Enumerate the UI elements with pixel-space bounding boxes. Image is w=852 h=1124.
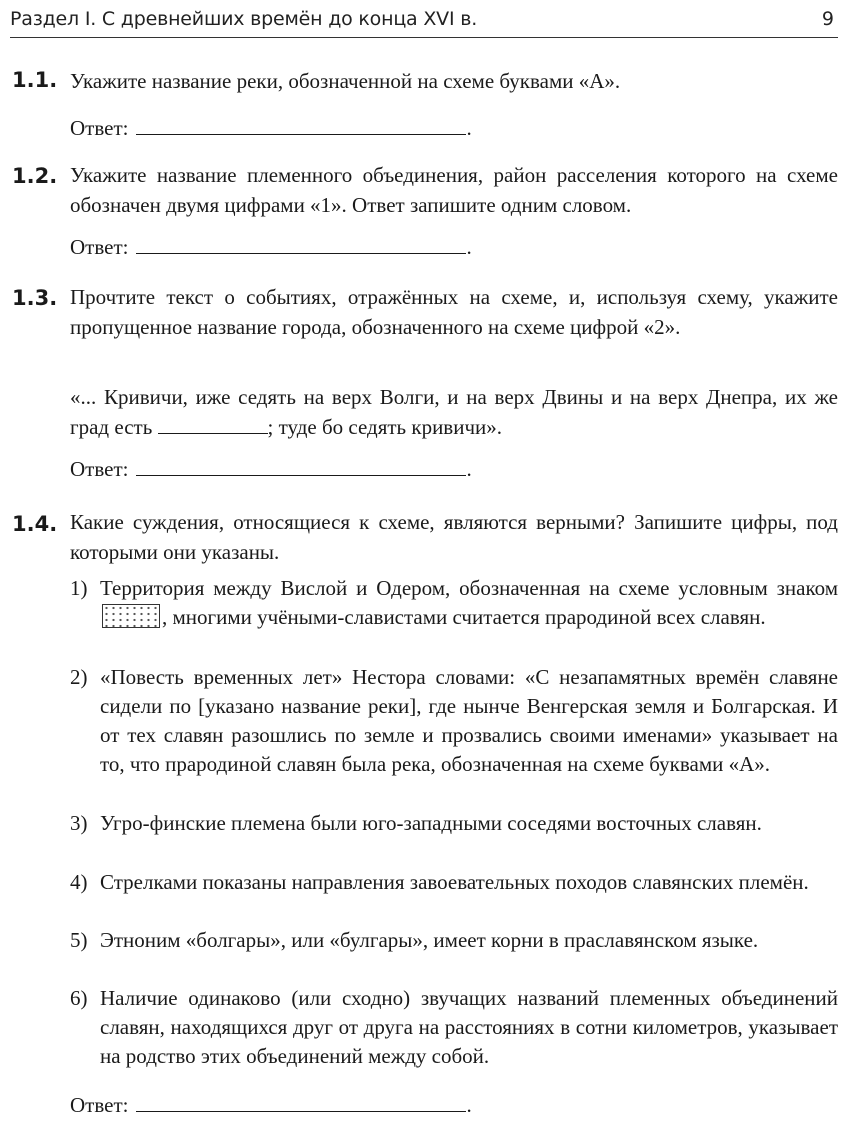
option-number: 2) — [70, 665, 88, 689]
answer-row — [70, 455, 472, 482]
task-text: Укажите название реки, обозначенной на схеме буквами «А». — [70, 69, 621, 93]
answer-end: . — [466, 235, 472, 259]
quote-blank[interactable] — [158, 415, 268, 434]
task-text: Прочтите текст о событиях, отражённых на схеме, и, используя схему, укажите пропущенное название города, обозначенного на схеме цифрой «2». — [70, 285, 838, 339]
option-number: 4) — [70, 870, 88, 894]
option-text-after: , многими учёными-славистами считается прародиной всех славян. — [162, 605, 766, 629]
option-number: 3) — [70, 811, 88, 835]
option-text: Угро-финские племена были юго-западными соседями восточных славян. — [100, 811, 762, 835]
option-text-before: Территория между Вислой и Одером, обозначенная на схеме условным знаком — [100, 576, 838, 600]
task-text: Какие суждения, относящиеся к схеме, являются верными? Запишите цифры, под которыми они указаны. — [70, 510, 838, 564]
answer-label: Ответ: — [70, 1093, 129, 1117]
dotted-legend-sign-icon — [102, 604, 160, 628]
quote-text — [70, 382, 838, 442]
answer-end: . — [466, 1093, 472, 1117]
page-header — [10, 0, 838, 38]
answer-label: Ответ: — [70, 116, 129, 140]
option-text: Этноним «болгары», или «булгары», имеет корни в праславянском языке. — [100, 928, 759, 952]
option-text: «Повесть временных лет» Нестора словами: «С незапамятных времён славяне сидели по [указано название реки], где нынче Венгерская земля и Болгарская. И от тех славян разошлись по земле и прозвались своими именами» указывает на то, что прародиной славян была река, обозначенная на схеме буквами «А». — [100, 665, 838, 776]
task-number: 1.2. — [12, 164, 58, 188]
answer-input-line[interactable] — [136, 114, 466, 135]
quote-end: ; туде бо седять кривичи». — [267, 415, 503, 439]
answer-label: Ответ: — [70, 235, 129, 259]
task-number: 1.3. — [12, 286, 58, 310]
answer-end: . — [466, 116, 472, 140]
answer-row — [70, 114, 472, 141]
task-number: 1.1. — [12, 68, 58, 92]
option-number: 5) — [70, 928, 88, 952]
quote-start: «... Кривичи, иже седять на верх Волги, и на верх Двины и на верх Днепра, их же град есть — [70, 385, 838, 439]
answer-row — [70, 1091, 472, 1118]
answer-input-line[interactable] — [136, 455, 466, 476]
task-number: 1.4. — [12, 512, 58, 536]
option-text: Стрелками показаны направления завоевательных походов славянских племён. — [100, 870, 809, 894]
answer-end: . — [466, 457, 472, 481]
task-text: Укажите название племенного объединения, район расселения которого на схеме обозначен двумя цифрами «1». Ответ запишите одним словом. — [70, 163, 838, 217]
option-number: 6) — [70, 986, 88, 1010]
answer-label: Ответ: — [70, 457, 129, 481]
page-number: 9 — [821, 8, 834, 30]
answer-input-line[interactable] — [136, 233, 466, 254]
option-text — [100, 574, 838, 632]
section-title: Раздел I. С древнейших времён до конца XVI в. — [10, 8, 478, 30]
answer-input-line[interactable] — [136, 1091, 466, 1112]
answer-row — [70, 233, 472, 260]
option-number: 1) — [70, 576, 88, 600]
option-text: Наличие одинаково (или сходно) звучащих названий племенных объединений славян, находящихся друг от друга на расстояниях в сотни километров, указывает на родство этих объединений между собой. — [100, 986, 838, 1068]
